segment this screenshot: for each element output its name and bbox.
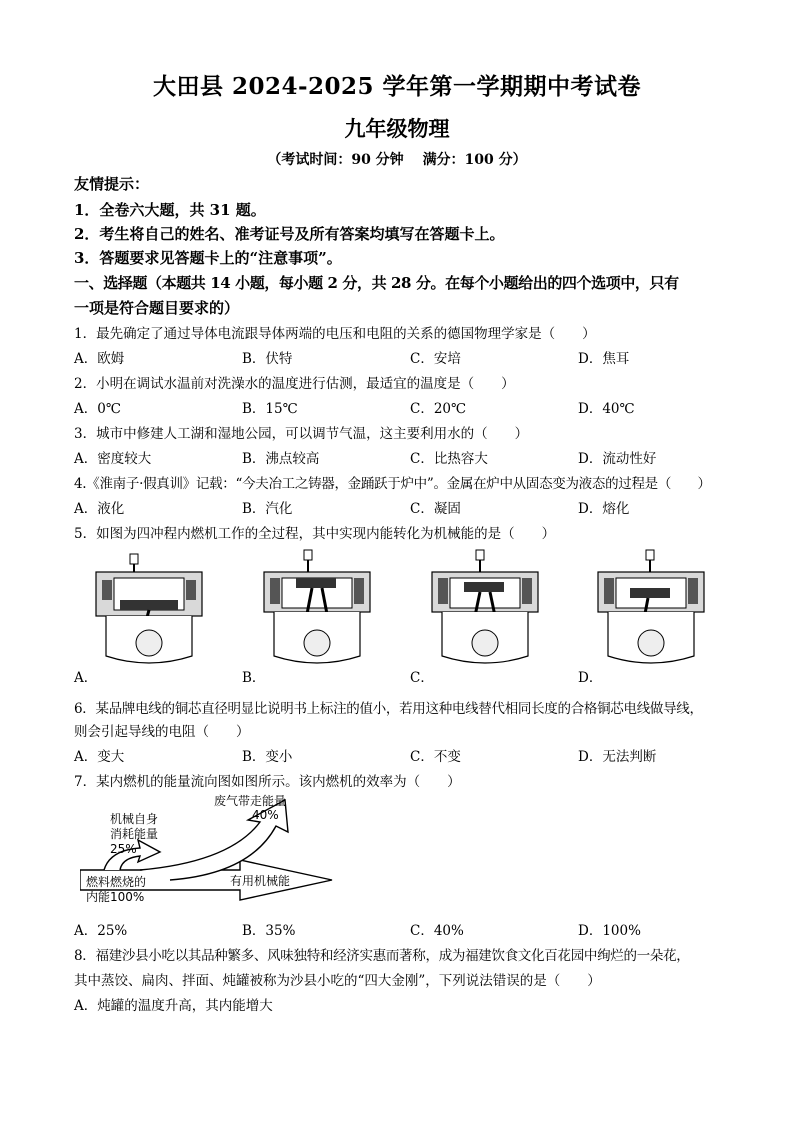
engine-diagram-c-icon bbox=[430, 548, 540, 668]
q6-options bbox=[74, 745, 734, 765]
q3-options bbox=[74, 447, 734, 467]
exam-score: 满分：100 分） bbox=[422, 152, 527, 168]
q2-option-b: B．15℃ bbox=[242, 401, 298, 417]
q6-option-a: A．变大 bbox=[74, 749, 125, 765]
exam-time: （考试时间：90 分钟 bbox=[267, 152, 404, 168]
q4-option-c: C．凝固 bbox=[410, 501, 461, 517]
q5-option-a: A． bbox=[74, 670, 98, 686]
q1-option-b: B．伏特 bbox=[242, 351, 293, 367]
q2-option-d: D．40℃ bbox=[578, 401, 635, 417]
q6-stem-1: 6．某品牌电线的铜芯直径明显比说明书上标注的值小，若用这种电线替代相同长度的合格铜芯电线做导线， bbox=[74, 701, 703, 717]
q4-option-b: B．汽化 bbox=[242, 501, 293, 517]
q2-option-a: A．0℃ bbox=[74, 401, 121, 417]
q4-option-d: D．熔化 bbox=[578, 501, 630, 517]
q5-stem: 5．如图为四冲程内燃机工作的全过程，其中实现内能转化为机械能的是（ ） bbox=[74, 526, 556, 542]
useful-energy-label: 有用机械能 bbox=[230, 874, 291, 888]
q3-option-a: A．密度较大 bbox=[74, 451, 152, 467]
q1-options bbox=[74, 347, 734, 367]
q6-option-d: D．无法判断 bbox=[578, 749, 657, 765]
exam-subject: 九年级物理 bbox=[344, 116, 450, 141]
exam-title: 大田县 2024-2025 学年第一学期期中考试卷 bbox=[152, 73, 642, 100]
fuel-label-2: 内能100% bbox=[86, 890, 145, 904]
q2-options bbox=[74, 397, 734, 417]
q5-option-d: D． bbox=[578, 670, 603, 686]
q3-option-c: C．比热容大 bbox=[410, 451, 488, 467]
q1-option-a: A．欧姆 bbox=[74, 351, 125, 367]
q6-option-c: C．不变 bbox=[410, 749, 461, 765]
engine-diagram-a-icon bbox=[94, 548, 204, 668]
q2-option-c: C．20℃ bbox=[410, 401, 467, 417]
engine-diagram-b-icon bbox=[262, 548, 372, 668]
q4-option-a: A．液化 bbox=[74, 501, 125, 517]
section-heading-1: 一、选择题（本题共 14 小题，每小题 2 分，共 28 分。在每个小题给出的四个选项中，只有 bbox=[74, 274, 679, 292]
energy-flow-diagram bbox=[80, 792, 350, 912]
tip-1: 1．全卷六大题，共 31 题。 bbox=[74, 201, 266, 219]
friction-label-2: 消耗能量 bbox=[110, 827, 159, 841]
q5-option-b: B． bbox=[242, 670, 266, 686]
q6-option-b: B．变小 bbox=[242, 749, 293, 765]
exhaust-percent: 40% bbox=[252, 808, 279, 822]
q8-stem-1: 8．福建沙县小吃以其品种繁多、风味独特和经济实惠而著称，成为福建饮食文化百花园中绚烂的一朵花， bbox=[74, 948, 690, 964]
q3-stem: 3．城市中修建人工湖和湿地公园，可以调节气温，这主要利用水的（ ） bbox=[74, 426, 529, 442]
q7-option-d: D．100% bbox=[578, 923, 641, 939]
q3-option-d: D．流动性好 bbox=[578, 451, 657, 467]
q1-option-c: C．安培 bbox=[410, 351, 461, 367]
exam-time-info bbox=[0, 149, 794, 169]
q6-stem-2: 则会引起导线的电阻（ ） bbox=[74, 724, 250, 740]
engine-diagram-d-icon bbox=[596, 548, 706, 668]
q1-option-d: D．焦耳 bbox=[578, 351, 630, 367]
q7-stem: 7．某内燃机的能量流向图如图所示。该内燃机的效率为（ ） bbox=[74, 774, 461, 790]
q8-stem-2: 其中蒸饺、扁肉、拌面、炖罐被称为沙县小吃的“四大金刚”，下列说法错误的是（ ） bbox=[74, 973, 601, 989]
q4-stem: 4.《淮南子·假真训》记载：“今夫冶工之铸器，金踊跃于炉中”。金属在炉中从固态变为液态的过程是（ ） bbox=[74, 476, 711, 492]
q1-stem: 1．最先确定了通过导体电流跟导体两端的电压和电阻的关系的德国物理学家是（ ） bbox=[74, 326, 596, 342]
q7-option-b: B．35% bbox=[242, 923, 296, 939]
q8-option-a: A．炖罐的温度升高，其内能增大 bbox=[74, 998, 273, 1014]
tip-3: 3．答题要求见答题卡上的“注意事项”。 bbox=[74, 249, 342, 267]
tips-heading: 友情提示： bbox=[74, 175, 150, 193]
q3-option-b: B．沸点较高 bbox=[242, 451, 320, 467]
section-heading-2: 一项是符合题目要求的） bbox=[74, 299, 240, 317]
friction-label-1: 机械自身 bbox=[110, 812, 159, 826]
q5-option-c: C． bbox=[410, 670, 434, 686]
friction-percent: 25% bbox=[110, 842, 137, 856]
q2-stem: 2．小明在调试水温前对洗澡水的温度进行估测，最适宜的温度是（ ） bbox=[74, 376, 515, 392]
q7-option-c: C．40% bbox=[410, 923, 464, 939]
q4-options bbox=[74, 497, 734, 517]
fuel-label-1: 燃料燃烧的 bbox=[86, 875, 147, 889]
exhaust-label: 废气带走能量 bbox=[214, 794, 287, 808]
q7-options bbox=[74, 919, 734, 939]
q7-option-a: A．25% bbox=[74, 923, 128, 939]
tip-2: 2．考生将自己的姓名、准考证号及所有答案均填写在答题卡上。 bbox=[74, 225, 505, 243]
